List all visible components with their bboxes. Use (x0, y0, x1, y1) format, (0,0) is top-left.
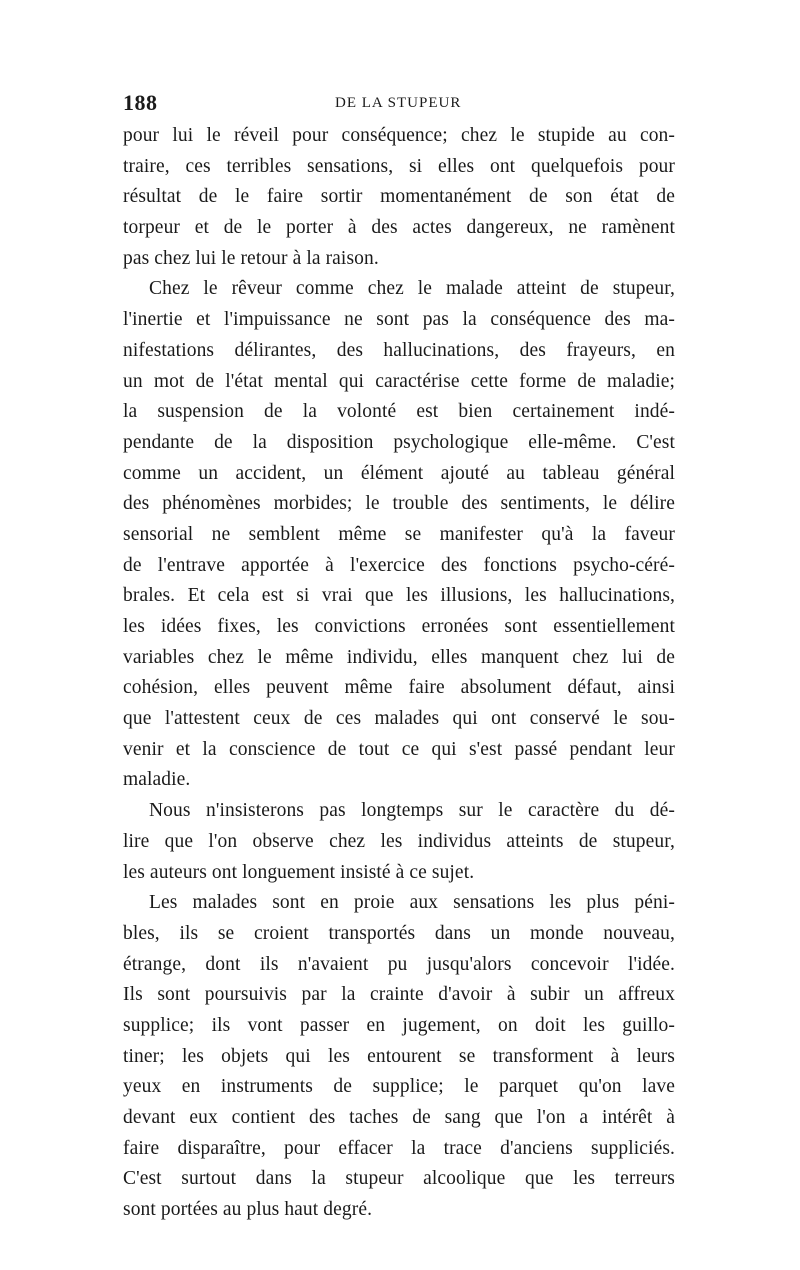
text-line: Nous n'insisterons pas longtemps sur le caractère du dé- (149, 800, 675, 822)
text-line: tiner; les objets qui les entourent se transforment à leurs (123, 1045, 675, 1067)
text-line: faire disparaître, pour effacer la trace d'anciens suppliciés. (123, 1137, 675, 1159)
text-line: sont portées au plus haut degré. (123, 1199, 373, 1221)
text-line: variables chez le même individu, elles manquent chez lui de (123, 646, 675, 668)
text-line: C'est surtout dans la stupeur alcoolique que les terreurs (123, 1168, 675, 1190)
text-line: des phénomènes morbides; le trouble des sentiments, le délire (123, 493, 675, 515)
text-line: cohésion, elles peuvent même faire absolument défaut, ainsi (123, 677, 675, 699)
body-text (123, 121, 675, 1226)
text-line: un mot de l'état mental qui caractérise cette forme de maladie; (123, 370, 675, 392)
running-head (123, 90, 675, 114)
text-line: sensorial ne semblent même se manifester qu'à la faveur (123, 523, 675, 545)
text-line: traire, ces terribles sensations, si elles ont quelquefois pour (123, 155, 675, 177)
running-title: DE LA STUPEUR (335, 95, 462, 111)
text-line: comme un accident, un élément ajouté au tableau général (123, 462, 675, 484)
text-line: résultat de le faire sortir momentanément de son état de (123, 186, 675, 208)
text-line: nifestations délirantes, des hallucinations, des frayeurs, en (123, 339, 675, 361)
text-line: torpeur et de le porter à des actes dangereux, ne ramènent (123, 217, 675, 239)
text-line: pas chez lui le retour à la raison. (123, 247, 379, 269)
text-line: les idées fixes, les convictions erronées sont essentiellement (123, 616, 675, 637)
text-line: de l'entrave apportée à l'exercice des fonctions psycho-céré- (123, 554, 675, 576)
text-line: brales. Et cela est si vrai que les illusions, les hallucinations, (123, 585, 675, 607)
text-line: bles, ils se croient transportés dans un monde nouveau, (123, 922, 675, 944)
text-line: Les malades sont en proie aux sensations les plus péni- (149, 892, 675, 914)
text-line: Chez le rêveur comme chez le malade atteint de stupeur, (149, 278, 675, 300)
page-number: 188 (123, 90, 158, 115)
text-line: maladie. (123, 769, 191, 791)
text-line: l'inertie et l'impuissance ne sont pas la conséquence des ma- (123, 309, 675, 331)
text-line: que l'attestent ceux de ces malades qui ont conservé le sou- (123, 708, 675, 730)
text-line: étrange, dont ils n'avaient pu jusqu'alors concevoir l'idée. (123, 953, 675, 975)
text-line: pendante de la disposition psychologique elle-même. C'est (123, 431, 675, 453)
text-line: pour lui le réveil pour conséquence; chez le stupide au con- (123, 125, 675, 146)
text-line: la suspension de la volonté est bien certainement indé- (123, 401, 675, 423)
text-line: Ils sont poursuivis par la crainte d'avoir à subir un affreux (123, 984, 675, 1006)
text-line: yeux en instruments de supplice; le parquet qu'on lave (123, 1076, 675, 1098)
text-line: venir et la conscience de tout ce qui s'est passé pendant leur (123, 738, 675, 760)
text-line: les auteurs ont longuement insisté à ce sujet. (123, 861, 475, 883)
text-line: lire que l'on observe chez les individus atteints de stupeur, (123, 830, 675, 852)
text-line: supplice; ils vont passer en jugement, on doit les guillo- (123, 1014, 675, 1036)
text-line: devant eux contient des taches de sang que l'on a intérêt à (123, 1107, 675, 1128)
